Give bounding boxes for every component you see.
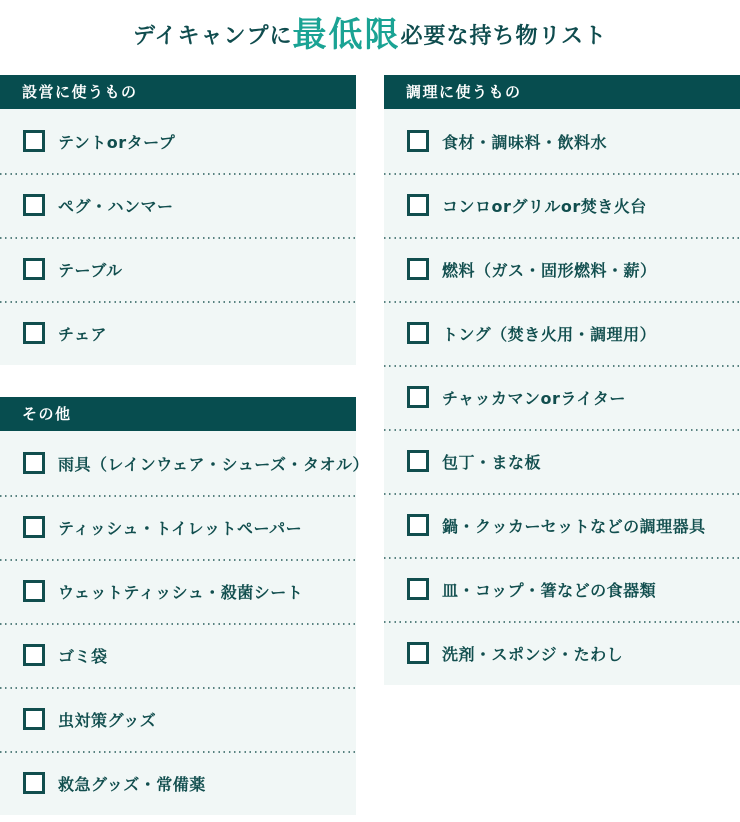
- section-header-cooking: 調理に使うもの: [384, 75, 740, 109]
- columns: [0, 75, 740, 815]
- column-left: [0, 75, 369, 815]
- checkbox[interactable]: [407, 578, 429, 600]
- checkbox[interactable]: [23, 130, 45, 152]
- title-suffix: 必要な持ち物リスト: [400, 24, 608, 49]
- item-label: 皿・コップ・箸などの食器類: [442, 580, 657, 600]
- section-others: [0, 397, 369, 815]
- section-header-others: その他: [0, 397, 356, 431]
- checklist-item[interactable]: [0, 301, 356, 365]
- checkbox[interactable]: [23, 322, 45, 344]
- checklist-item[interactable]: [384, 621, 740, 685]
- checkbox[interactable]: [23, 258, 45, 280]
- checklist-item[interactable]: [0, 495, 356, 559]
- title-prefix: デイキャンプに: [132, 24, 293, 49]
- column-right: [384, 75, 740, 815]
- section-setup: [0, 75, 356, 365]
- checkbox[interactable]: [407, 642, 429, 664]
- checklist-item[interactable]: [384, 173, 740, 237]
- item-label: 包丁・まな板: [442, 452, 542, 472]
- item-label: 雨具（レインウェア・シューズ・タオル）: [58, 454, 369, 474]
- item-label: 洗剤・スポンジ・たわし: [442, 644, 624, 664]
- item-label: ウェットティッシュ・殺菌シート: [58, 582, 304, 602]
- section-header-setup: 設営に使うもの: [0, 75, 356, 109]
- checkbox[interactable]: [407, 386, 429, 408]
- checkbox[interactable]: [407, 514, 429, 536]
- checklist-item[interactable]: [0, 751, 356, 815]
- checklist-item[interactable]: [384, 237, 740, 301]
- checkbox[interactable]: [23, 516, 45, 538]
- checkbox[interactable]: [23, 194, 45, 216]
- checkbox[interactable]: [407, 130, 429, 152]
- checkbox[interactable]: [23, 580, 45, 602]
- checklist-others: [0, 431, 369, 815]
- checklist-setup: [0, 109, 356, 365]
- checkbox[interactable]: [407, 450, 429, 472]
- checkbox[interactable]: [23, 772, 45, 794]
- checkbox[interactable]: [407, 258, 429, 280]
- item-label: 鍋・クッカーセットなどの調理器具: [442, 516, 706, 536]
- checklist-item[interactable]: [0, 559, 356, 623]
- item-label: トング（焚き火用・調理用）: [442, 324, 657, 344]
- checklist-item[interactable]: [384, 557, 740, 621]
- section-cooking: [384, 75, 740, 685]
- item-label: ゴミ袋: [58, 646, 108, 666]
- page-title: [0, 0, 740, 55]
- checklist-item[interactable]: [384, 365, 740, 429]
- item-label: チャッカマンorライター: [442, 388, 626, 408]
- item-label: ティッシュ・トイレットペーパー: [58, 518, 303, 538]
- checklist-item[interactable]: [0, 687, 356, 751]
- checklist-item[interactable]: [0, 623, 356, 687]
- checklist-item[interactable]: [0, 431, 369, 495]
- title-highlight: 最低限: [292, 15, 401, 55]
- checkbox[interactable]: [407, 194, 429, 216]
- item-label: 虫対策グッズ: [58, 710, 157, 730]
- checkbox[interactable]: [23, 708, 45, 730]
- item-label: コンロorグリルor焚き火台: [442, 196, 647, 216]
- checkbox[interactable]: [407, 322, 429, 344]
- checklist-item[interactable]: [384, 429, 740, 493]
- checklist-item[interactable]: [384, 109, 740, 173]
- checklist-item[interactable]: [0, 109, 356, 173]
- item-label: テントorタープ: [58, 132, 176, 152]
- checklist-item[interactable]: [384, 301, 740, 365]
- item-label: チェア: [58, 324, 108, 344]
- item-label: 食材・調味料・飲料水: [442, 132, 608, 152]
- checklist-item[interactable]: [384, 493, 740, 557]
- checkbox[interactable]: [23, 452, 45, 474]
- checklist-item[interactable]: [0, 237, 356, 301]
- checklist-item[interactable]: [0, 173, 356, 237]
- item-label: 救急グッズ・常備薬: [58, 774, 206, 794]
- checkbox[interactable]: [23, 644, 45, 666]
- item-label: テーブル: [58, 260, 123, 280]
- item-label: 燃料（ガス・固形燃料・薪）: [442, 260, 657, 280]
- checklist-cooking: [384, 109, 740, 685]
- item-label: ペグ・ハンマー: [58, 196, 174, 216]
